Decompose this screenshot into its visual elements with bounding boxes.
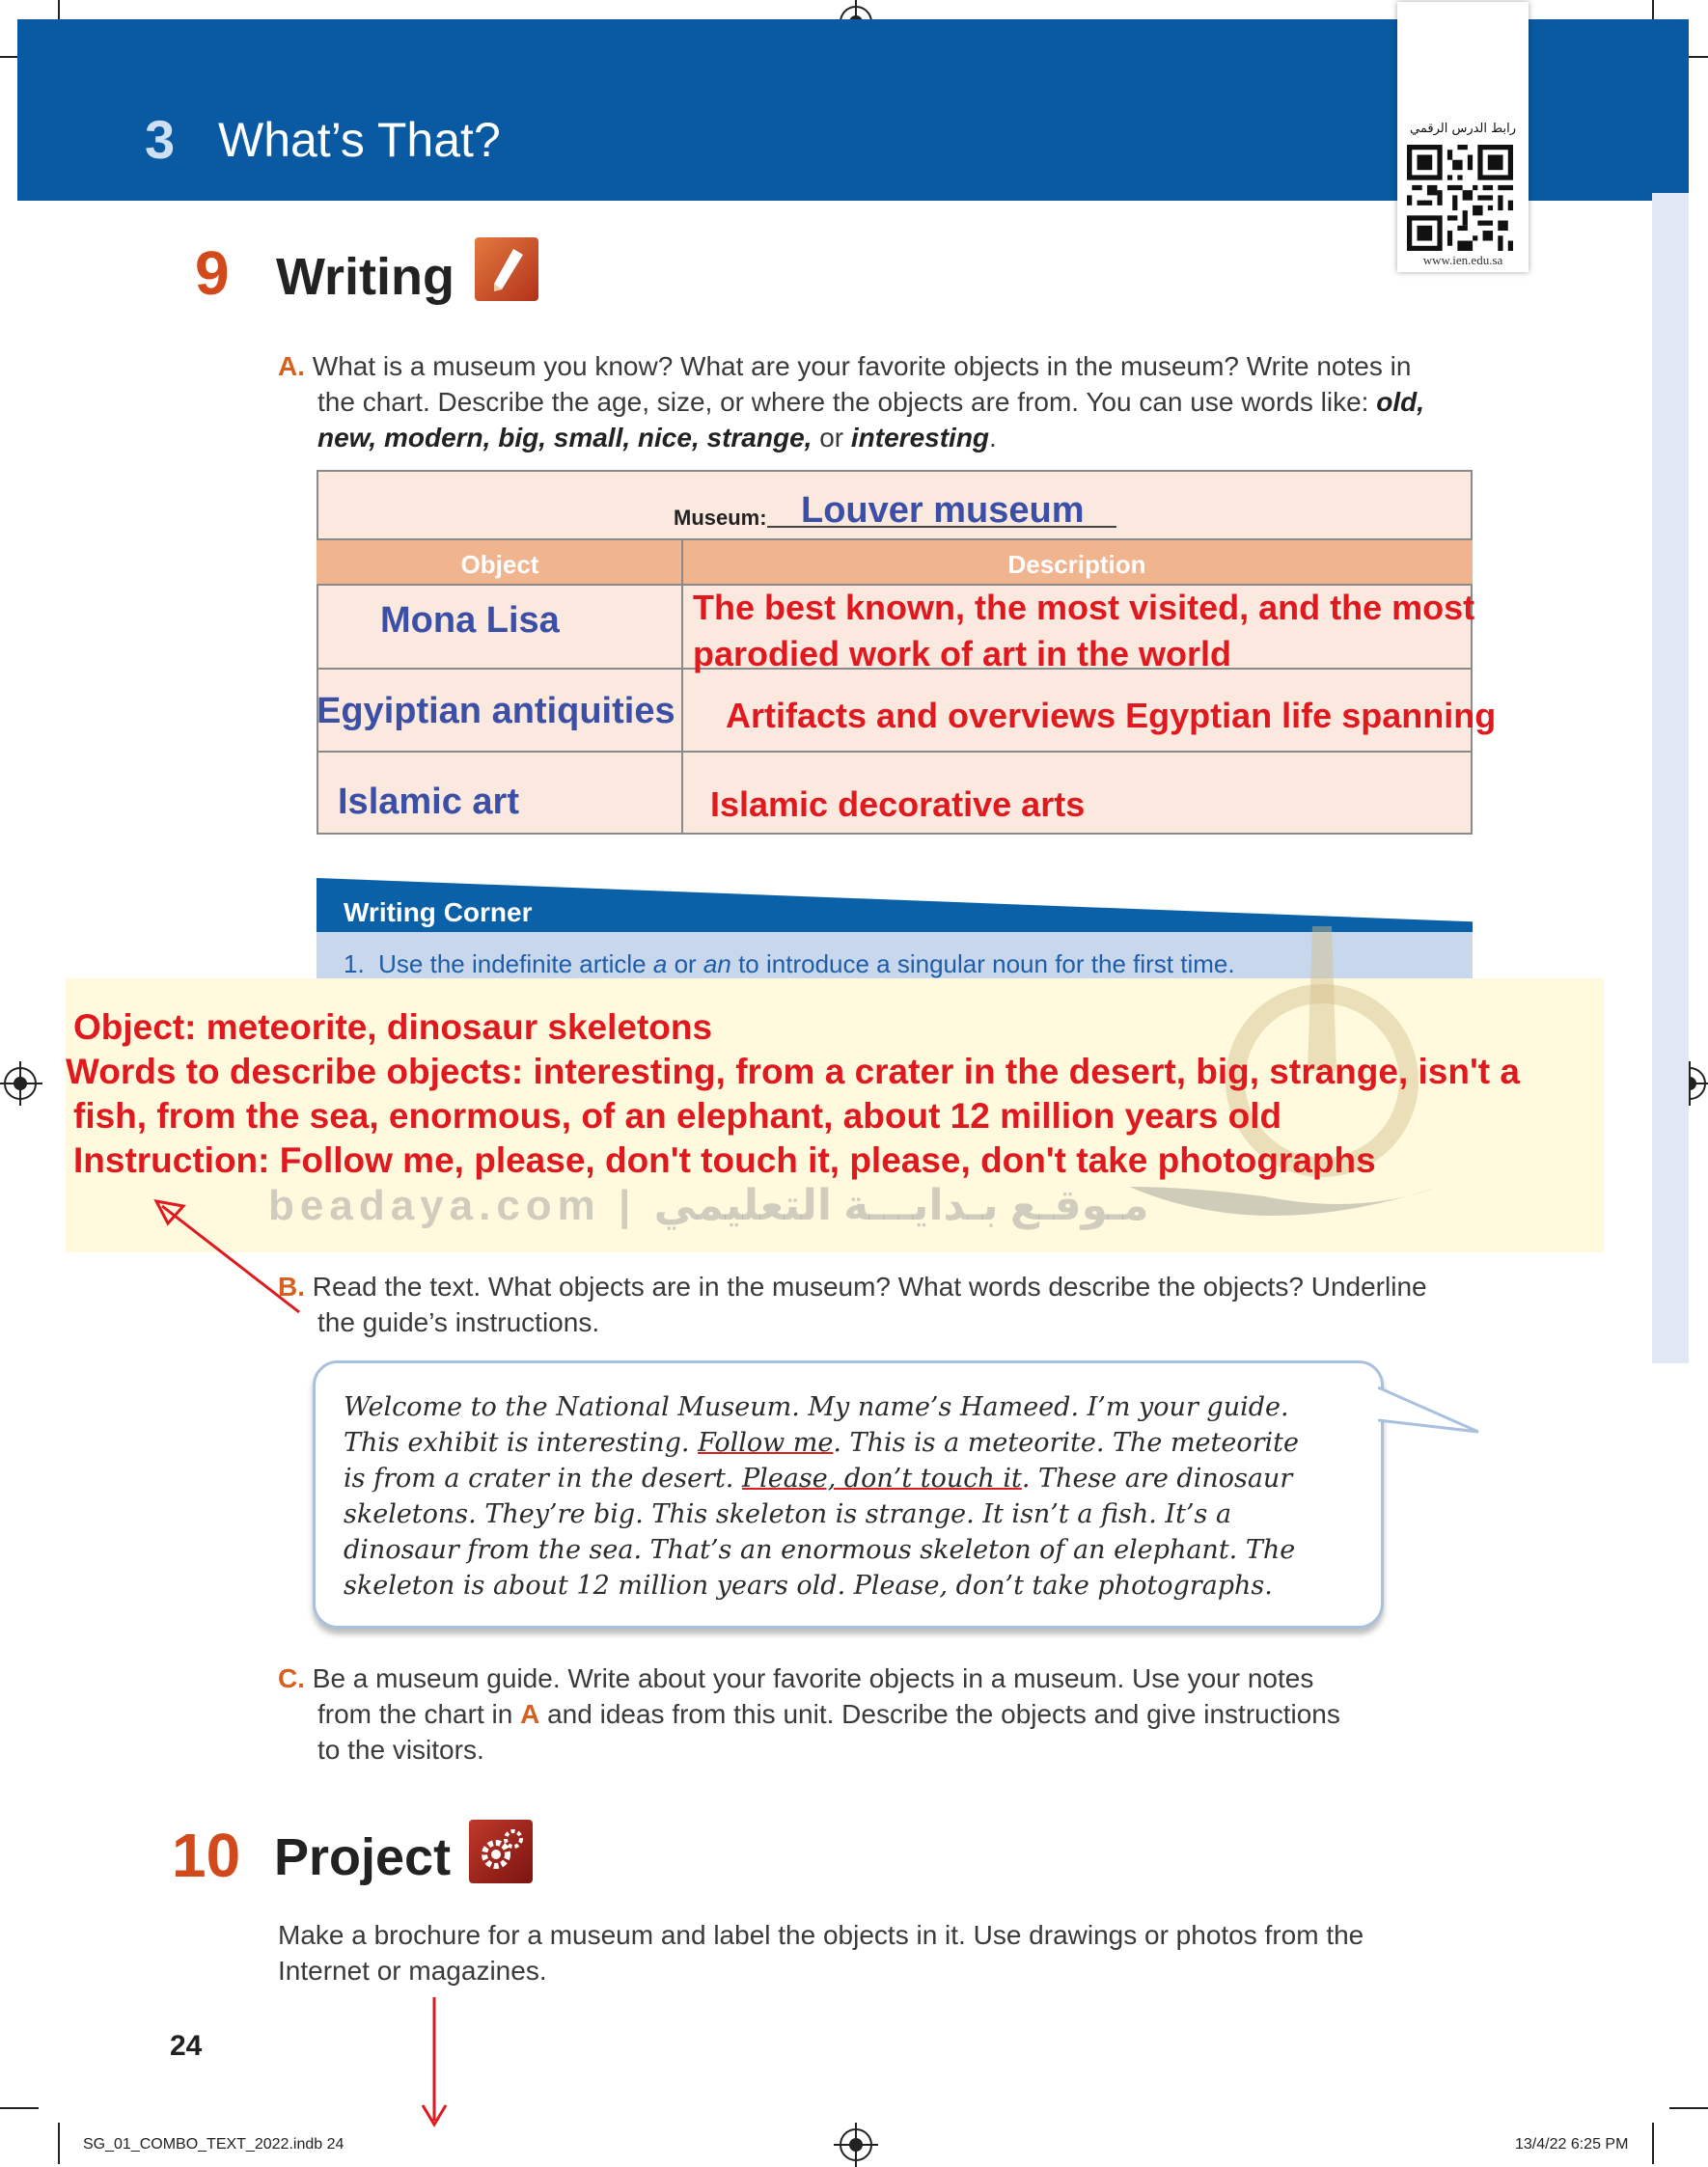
crop-mark xyxy=(1669,2107,1708,2109)
part-c-line-1: Be a museum guide. Write about your favorite objects in a museum. Use your notes xyxy=(312,1663,1314,1693)
description-cell[interactable]: Artifacts and overviews Egyptian life spanning xyxy=(726,696,1497,735)
underlined-instruction: Follow me xyxy=(698,1428,834,1458)
item-number: 1. xyxy=(344,949,365,978)
watermark-text: beadaya.com | مـوقـع بـدايـــة التعليمي xyxy=(268,1182,1149,1229)
guide-text-line xyxy=(344,1461,1366,1496)
object-cell[interactable]: Egyiptian antiquities xyxy=(317,691,675,731)
part-c-line-3: to the visitors. xyxy=(317,1735,484,1765)
description-line: The best known, the most visited, and the most xyxy=(693,588,1475,627)
crop-mark xyxy=(1652,2123,1654,2164)
answer-words-line-1: Words to describe objects: interesting, from a crater in the desert, big, strange, isn't a xyxy=(66,1052,1520,1091)
part-b-letter: B. xyxy=(278,1272,305,1302)
part-c-ref-a: A xyxy=(520,1699,540,1729)
registration-mark xyxy=(840,2128,872,2161)
guide-text-span: . These are dinosaur xyxy=(1021,1464,1293,1494)
speech-bubble-tail xyxy=(1378,1382,1484,1449)
item-article-an: an xyxy=(702,949,731,978)
crop-mark xyxy=(58,2123,60,2164)
registration-mark xyxy=(4,1067,37,1100)
part-a-bold-3: interesting xyxy=(850,423,990,453)
project-line-1: Make a brochure for a museum and label the objects in it. Use drawings or photos from the xyxy=(278,1920,1364,1950)
side-strip xyxy=(1652,193,1689,1363)
writing-corner-title: Writing Corner xyxy=(344,897,533,927)
item-text: Use the indefinite article xyxy=(378,949,647,978)
column-header-description: Description xyxy=(1007,550,1146,579)
part-c-text: and ideas from this unit. Describe the objects and give instructions xyxy=(547,1699,1340,1729)
object-cell[interactable]: Islamic art xyxy=(338,782,519,822)
qr-url[interactable]: www.ien.edu.sa xyxy=(1422,253,1503,267)
page-number: 24 xyxy=(170,2030,203,2062)
qr-label: رابط الدرس الرقمي xyxy=(1410,122,1516,136)
description-cell[interactable] xyxy=(693,585,1474,677)
guide-text-line xyxy=(344,1425,1366,1461)
part-b-line-1: Read the text. What objects are in the museum? What words describe the objects? Underline xyxy=(312,1272,1427,1302)
part-c-letter: C. xyxy=(278,1663,305,1693)
guide-text xyxy=(344,1389,1366,1604)
museum-label: Museum: xyxy=(674,506,767,530)
part-a-instructions xyxy=(278,348,1494,455)
arrow-icon xyxy=(415,1997,454,2132)
guide-text-span: This exhibit is interesting. xyxy=(344,1428,690,1458)
crop-mark xyxy=(0,2107,39,2109)
part-c-text: from the chart in xyxy=(317,1699,513,1729)
guide-text-span: is from a crater in the desert. xyxy=(344,1464,734,1494)
answer-instructions: Instruction: Follow me, please, don't touch it, please, don't take photographs xyxy=(73,1140,1376,1180)
footer-file-info: SG_01_COMBO_TEXT_2022.indb 24 xyxy=(83,2136,344,2153)
item-text: or xyxy=(674,949,697,978)
footer-timestamp: 13/4/22 6:25 PM xyxy=(1515,2136,1629,2153)
museum-name[interactable]: Louver museum xyxy=(801,490,1085,531)
part-c-instructions xyxy=(278,1660,1494,1768)
part-a-bold-2: new, modern, big, small, nice, strange, xyxy=(317,423,813,453)
part-a-period: . xyxy=(989,423,997,453)
unit-number: 3 xyxy=(145,109,176,170)
answer-words-line-2: fish, from the sea, enormous, of an elephant, about 12 million years old xyxy=(73,1096,1282,1136)
chart-line xyxy=(317,538,1473,540)
guide-text-line: skeleton is about 12 million years old. Please, don’t take photographs. xyxy=(344,1571,1273,1601)
unit-title: What’s That? xyxy=(218,113,501,167)
guide-text-line: Welcome to the National Museum. My name’s Hameed. I’m your guide. xyxy=(344,1392,1289,1422)
gear-icon xyxy=(469,1820,533,1883)
item-article-a: a xyxy=(652,949,668,978)
guide-text-span: . This is a meteorite. The meteorite xyxy=(833,1428,1299,1458)
chart-line xyxy=(681,538,683,835)
description-line: parodied work of art in the world xyxy=(693,634,1232,673)
part-b-line-2: the guide’s instructions. xyxy=(317,1307,600,1337)
description-cell[interactable]: Islamic decorative arts xyxy=(710,784,1086,824)
part-a-line-1: What is a museum you know? What are your favorite objects in the museum? Write notes in xyxy=(312,351,1412,381)
project-line-2: Internet or magazines. xyxy=(278,1956,547,1986)
part-a-or: or xyxy=(819,423,844,453)
guide-text-line: dinosaur from the sea. That’s an enormous skeleton of an elephant. The xyxy=(344,1535,1296,1565)
part-a-line-2: the chart. Describe the age, size, or where the objects are from. You can use words like: xyxy=(317,387,1369,417)
answer-objects: Object: meteorite, dinosaur skeletons xyxy=(73,1007,713,1047)
object-cell[interactable]: Mona Lisa xyxy=(380,600,560,641)
qr-code-icon[interactable] xyxy=(1407,145,1513,251)
section-title: Writing xyxy=(276,248,455,306)
part-a-letter: A. xyxy=(278,351,305,381)
section-title: Project xyxy=(274,1828,452,1886)
underlined-instruction: Please, don’t touch it xyxy=(741,1464,1022,1494)
pencil-icon xyxy=(475,237,538,301)
column-header-object: Object xyxy=(460,550,539,579)
guide-text-line: skeletons. They’re big. This skeleton is strange. It isn’t a fish. It’s a xyxy=(344,1499,1232,1529)
section-number: 10 xyxy=(172,1821,241,1890)
chart-line xyxy=(317,751,1473,753)
part-a-bold-1: old, xyxy=(1376,387,1425,417)
part-b-instructions xyxy=(278,1269,1494,1340)
item-text: to introduce a singular noun for the first time. xyxy=(738,949,1235,978)
section-number: 9 xyxy=(195,238,230,308)
project-instructions xyxy=(278,1917,1532,1989)
